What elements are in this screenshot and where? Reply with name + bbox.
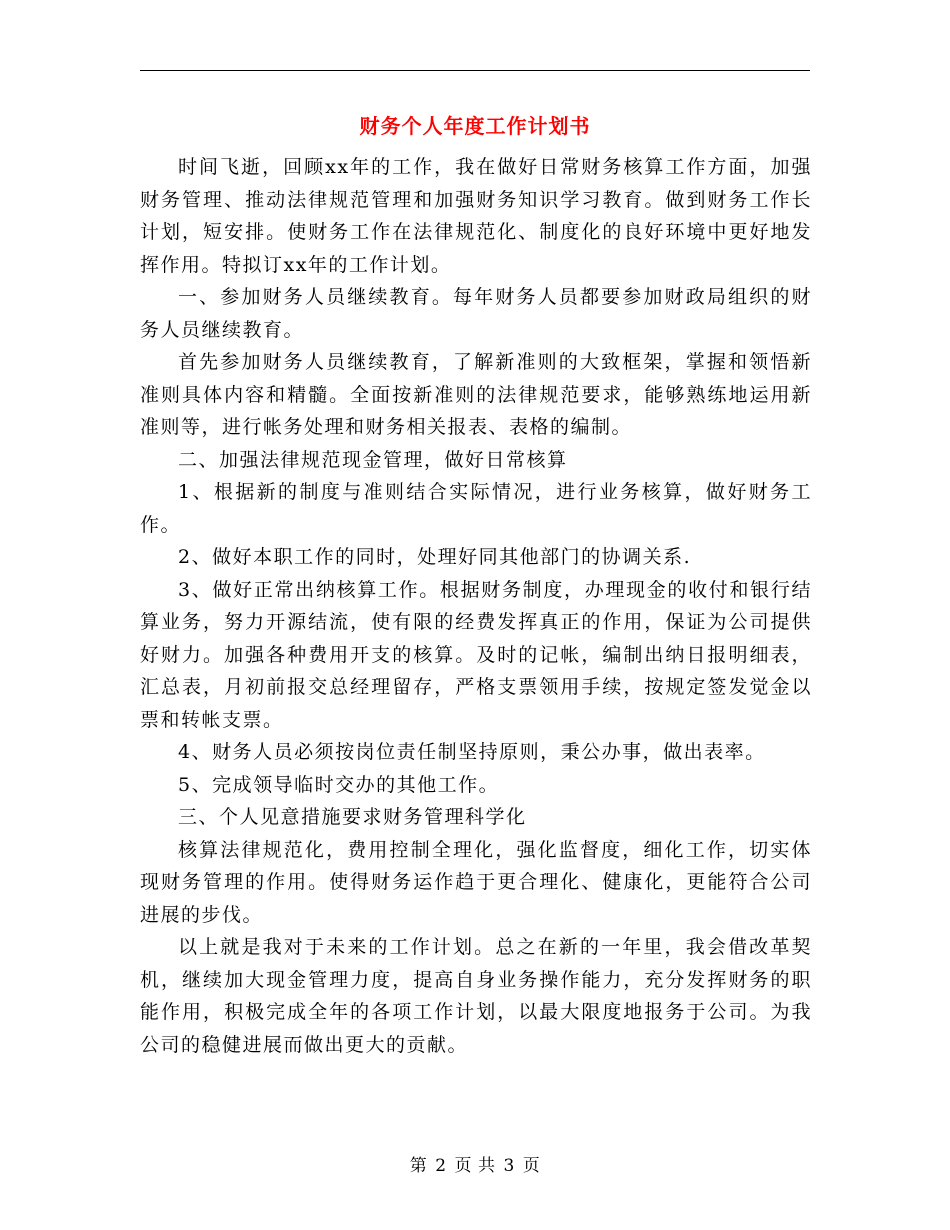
paragraph-section-1: 一、参加财务人员继续教育。每年财务人员都要参加财政局组织的财务人员继续教育。: [140, 286, 812, 341]
footer-prefix: 第: [409, 1156, 428, 1176]
document-body: [140, 151, 812, 1061]
paragraph-conclusion: 以上就是我对于未来的工作计划。总之在新的一年里，我会借改革契机，继续加大现金管理力度，提高自身业务操作能力，充分发挥财务的职能作用，积极完成全年的各项工作计划，以最大限度地报务于公司。为我公司的稳健进展而做出更大的贡献。: [140, 936, 812, 1056]
footer-middle: 页 共: [454, 1156, 496, 1176]
footer-total-pages: 3: [503, 1156, 515, 1176]
paragraph-item-3: 3、做好正常出纳核算工作。根据财务制度，办理现金的收付和银行结算业务，努力开源结流，使有限的经费发挥真正的作用，保证为公司提供好财力。加强各种费用开支的核算。及时的记帐，编制出纳日报明细表，汇总表，月初前报交总经理留存，严格支票领用手续，按规定签发觉金以票和转帐支票。: [140, 578, 812, 731]
paragraph-item-5: 5、完成领导临时交办的其他工作。: [178, 773, 500, 796]
paragraph-section-3-detail: 核算法律规范化，费用控制全理化，强化监督度，细化工作，切实体现财务管理的作用。使得财务运作趋于更合理化、健康化，更能符合公司进展的步伐。: [140, 838, 812, 926]
footer-suffix: 页: [522, 1156, 541, 1176]
paragraph-item-1: 1、根据新的制度与准则结合实际情况，进行业务核算，做好财务工作。: [140, 481, 812, 536]
footer-current-page: 2: [435, 1156, 447, 1176]
paragraph-item-4: 4、财务人员必须按岗位责任制坚持原则，秉公办事，做出表率。: [178, 741, 766, 763]
paragraph-section-2: 二、加强法律规范现金管理，做好日常核算: [178, 448, 568, 471]
paragraph-section-1-detail: 首先参加财务人员继续教育，了解新准则的大致框架，掌握和领悟新准则具体内容和精髓。全面按新准则的法律规范要求，能够熟练地运用新准则等，进行帐务处理和财务相关报表、表格的编制。: [140, 351, 812, 438]
document-title: 财务个人年度工作计划书: [359, 114, 591, 138]
paragraph-item-2: 2、做好本职工作的同时，处理好同其他部门的协调关系.: [178, 546, 692, 568]
header-rule: [140, 70, 810, 71]
paragraph-section-3: 三、个人见意措施要求财务管理科学化: [178, 806, 527, 828]
paragraph-intro: 时间飞逝，回顾xx年的工作，我在做好日常财务核算工作方面，加强财务管理、推动法律规范管理和加强财务知识学习教育。做到财务工作长计划，短安排。使财务工作在法律规范化、制度化的良好环境中更好地发挥作用。特拟订xx年的工作计划。: [140, 156, 812, 276]
page-footer: [0, 1155, 950, 1177]
